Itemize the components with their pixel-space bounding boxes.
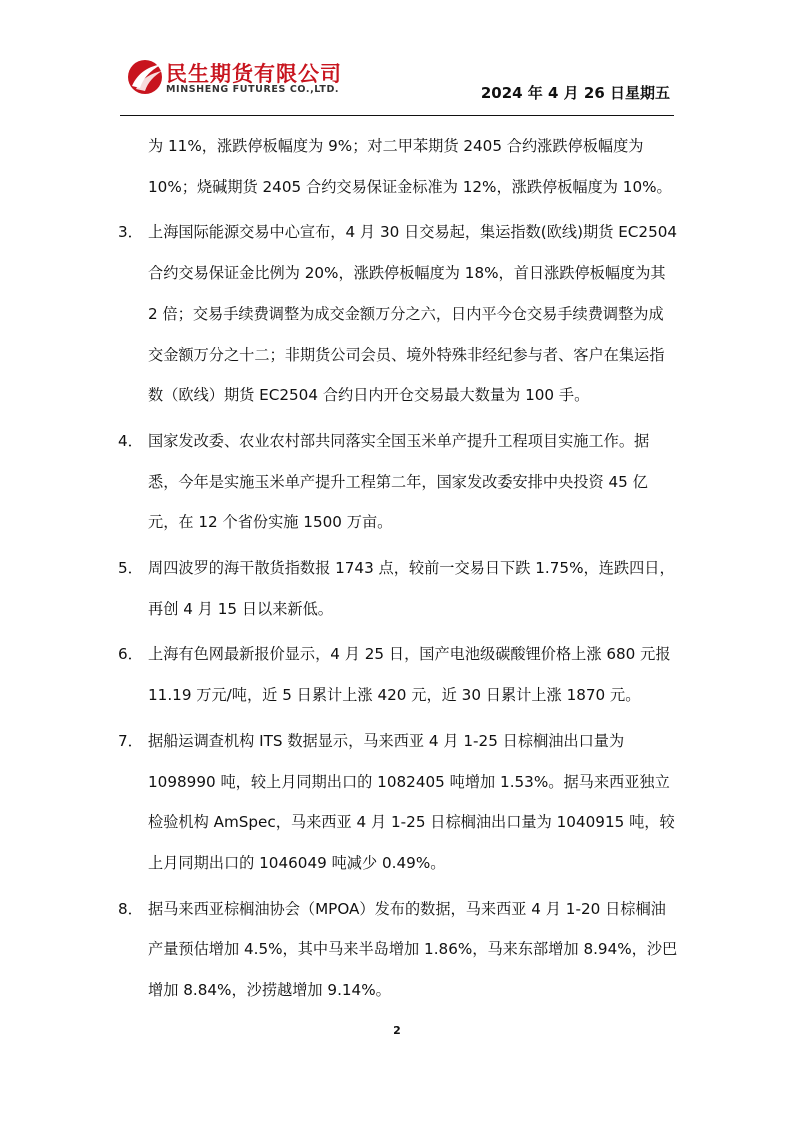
list-item: [118, 421, 678, 543]
item-text: 据马来西亚棕榈油协会（MPOA）发布的数据，马来西亚 4 月 1-20 日棕榈油产量预估增加 4.5%，其中马来半岛增加 1.86%，马来东部增加 8.94%，沙巴增加 8.84%，沙捞越增加 9.14%。: [148, 899, 678, 1000]
header-divider: [120, 115, 674, 116]
item-number: 5．: [118, 559, 143, 578]
company-logo: [126, 56, 366, 100]
item-number: 6．: [118, 645, 143, 664]
item-text: 上海有色网最新报价显示，4 月 25 日，国产电池级碳酸锂价格上涨 680 元报 11.19 万元/吨，近 5 日累计上涨 420 元，近 30 日累计上涨 1870 元。: [148, 645, 671, 705]
company-name-cn: 民生期货有限公司: [166, 62, 342, 86]
item-text: 据船运调查机构 ITS 数据显示，马来西亚 4 月 1-25 日棕榈油出口量为 1098990 吨，较上月同期出口的 1082405 吨增加 1.53%。据马来西亚独立检验机构 AmSpec，马来西亚 4 月 1-25 日棕榈油出口量为 1040915 吨，较上月同期出口的 1046049 吨减少 0.49%。: [148, 731, 675, 872]
continued-paragraph: 为 11%，涨跌停板幅度为 9%；对二甲苯期货 2405 合约涨跌停板幅度为 10%；烧碱期货 2405 合约交易保证金标准为 12%，涨跌停板幅度为 10%。: [148, 137, 672, 196]
item-number: 8．: [118, 899, 143, 918]
item-text: 国家发改委、农业农村部共同落实全国玉米单产提升工程项目实施工作。据悉，今年是实施玉米单产提升工程第二年，国家发改委安排中央投资 45 亿元，在 12 个省份实施 1500 万亩。: [148, 431, 650, 532]
item-text: 上海国际能源交易中心宣布，4 月 30 日交易起，集运指数(欧线)期货 EC2504 合约交易保证金比例为 20%，涨跌停板幅度为 18%，首日涨跌停板幅度为其 2 倍；交易手续费调整为成交金额万分之六，日内平今仓交易手续费调整为成交金额万分之十二；非期货公司会员、境外特殊非经纪参与者、客户在集运指数（欧线）期货 EC2504 合约日内开仓交易最大数量为 100 手。: [148, 223, 678, 405]
item-number: 3．: [118, 223, 143, 242]
company-name-en: MINSHENG FUTURES CO.,LTD.: [166, 84, 340, 95]
item-text: 周四波罗的海干散货指数报 1743 点，较前一交易日下跌 1.75%，连跌四日，再创 4 月 15 日以来新低。: [148, 559, 675, 618]
item-number: 4．: [118, 431, 143, 450]
item-number: 7．: [118, 731, 143, 750]
news-list: [118, 126, 678, 1011]
page-header: [0, 0, 794, 120]
minsheng-logo-icon: [126, 56, 164, 96]
list-item: [118, 548, 678, 629]
list-item: [118, 212, 678, 416]
page-number: 2: [393, 1024, 401, 1037]
list-item: [118, 634, 678, 715]
list-item: [118, 889, 678, 1011]
report-date: 2024 年 4 月 26 日星期五: [480, 84, 670, 102]
list-item: [118, 721, 678, 884]
